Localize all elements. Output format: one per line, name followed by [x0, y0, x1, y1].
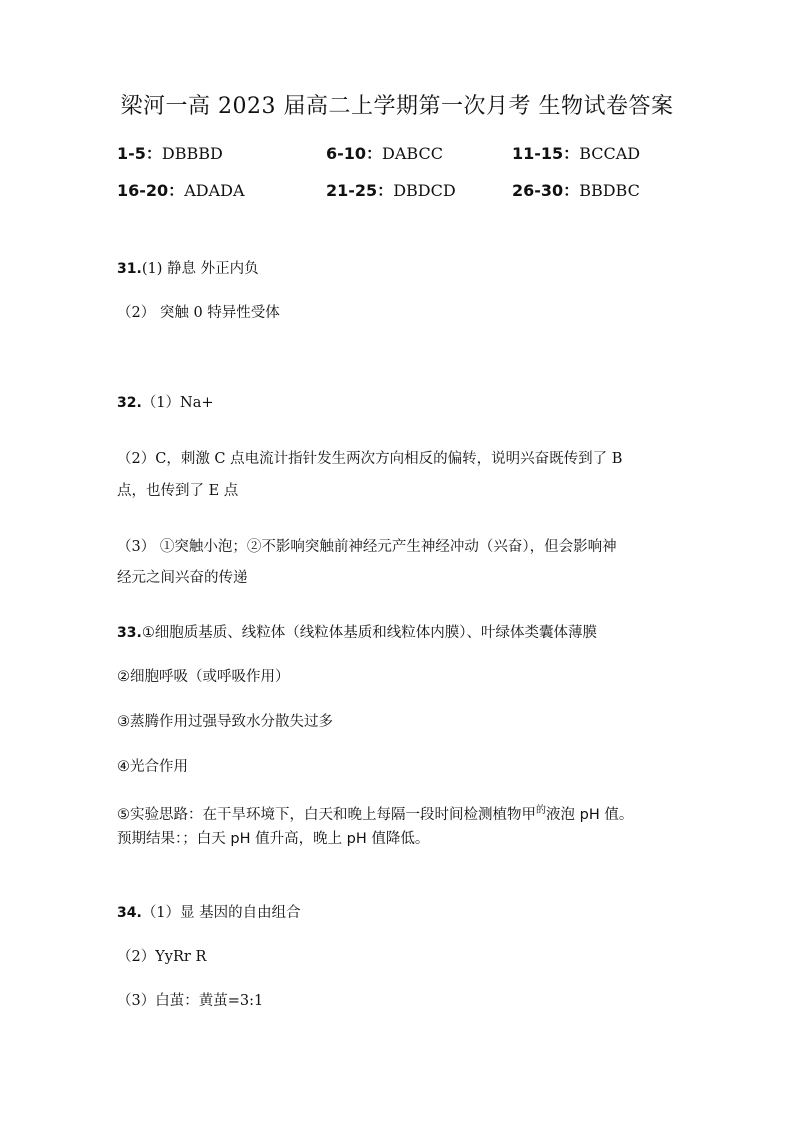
answer-group-5: 21-25：DBDCD	[326, 181, 456, 200]
q32-number: 32.	[117, 395, 142, 411]
answer-group-4: 16-20：ADADA	[117, 181, 245, 200]
q31-line-1: 31.(1) 静息 外正内负	[117, 261, 259, 277]
answer-group-1: 1-5：DBBBD	[117, 144, 223, 163]
q32-line-3b: 经元之间兴奋的传递	[117, 570, 248, 586]
q33-item-3: ③蒸腾作用过强导致水分散失过多	[117, 714, 333, 730]
q33-item-5a: ⑤实验思路：在干旱环境下，白天和晚上每隔一段时间检测植物甲$^的$液泡 pH 值。	[117, 805, 634, 823]
answer-group-2: 6-10：DABCC	[326, 144, 443, 163]
q34-line-3: （3）白茧：黄茧=3:1	[117, 993, 264, 1009]
page-title: 梁河一高 2023 届高二上学期第一次月考 生物试卷答案	[120, 94, 674, 119]
q34-line-2: （2）YyRr R	[117, 949, 207, 965]
q33-item-1: 33.①细胞质基质、线粒体（线粒体基质和线粒体内膜）、叶绿体类囊体薄膜	[117, 625, 598, 641]
q31-number: 31.	[117, 261, 142, 277]
q33-item-2: ②细胞呼吸（或呼吸作用）	[117, 669, 290, 685]
q32-line-2a: （2）C，刺激 C 点电流计指针发生两次方向相反的偏转，说明兴奋既传到了 B	[117, 451, 623, 467]
q32-line-2b: 点，也传到了 E 点	[117, 483, 239, 499]
q32-line-1: 32.（1）Na+	[117, 395, 214, 411]
q34-number: 34.	[117, 905, 142, 921]
q32-line-3a: （3） ①突触小泡；②不影响突触前神经元产生神经冲动（兴奋），但会影响神	[117, 539, 617, 555]
q33-item-4: ④光合作用	[117, 759, 188, 775]
q33-item-5b: 预期结果：；白天 pH 值升高，晚上 pH 值降低。	[117, 831, 430, 847]
q34-line-1: 34.（1）显 基因的自由组合	[117, 905, 301, 921]
answer-group-3: 11-15：BCCAD	[512, 144, 641, 163]
q33-number: 33.	[117, 625, 142, 641]
q31-line-2: （2） 突触 0 特异性受体	[117, 305, 280, 321]
answer-group-6: 26-30：BBDBC	[512, 181, 640, 200]
